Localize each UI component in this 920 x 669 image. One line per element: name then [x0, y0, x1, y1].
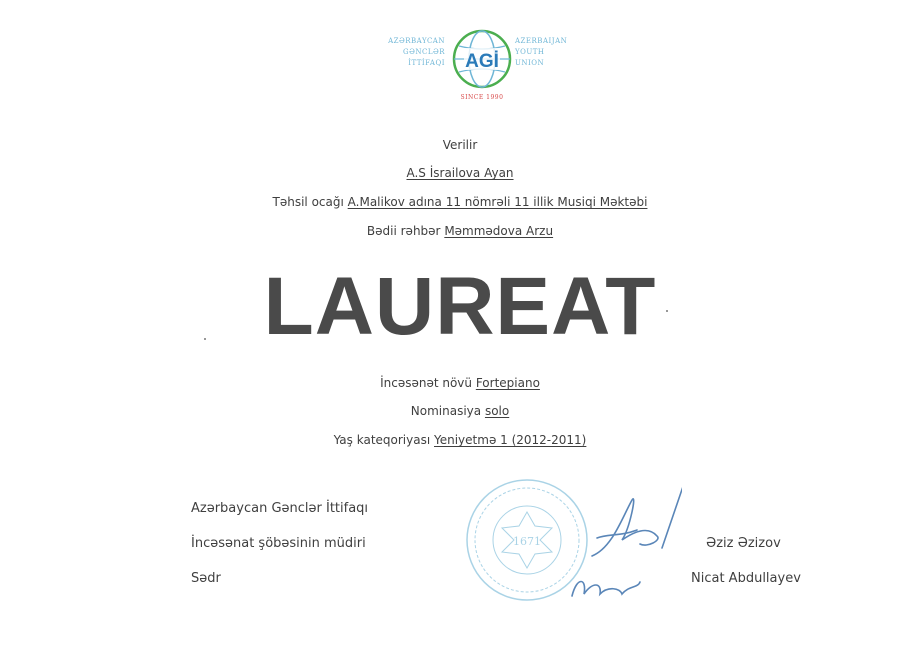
org-name: Azərbaycan Gənclər İttifaqı — [191, 501, 369, 516]
scan-speck — [666, 310, 668, 312]
chair-title: Sədr — [191, 571, 221, 586]
logo-since: SINCE 1990 — [460, 94, 504, 101]
school-value: A.Malikov adına 11 nömrəli 11 illik Musiqi Məktəbi — [347, 195, 648, 209]
logo-left-line: AZƏRBAYCAN — [388, 37, 445, 45]
logo-left-line: İTTİFAQI — [408, 59, 445, 67]
agi-logo — [365, 28, 595, 110]
issued-label: Verilir — [442, 138, 478, 152]
logo-emblem-text: AGİ — [465, 51, 499, 72]
teacher-line — [0, 224, 920, 238]
nomination-label: Nominasiya — [410, 404, 482, 418]
nomination-value: solo — [484, 404, 510, 418]
logo-left-text — [365, 36, 445, 69]
logo-left-line: GƏNCLƏR — [403, 48, 445, 56]
dept-title: İncəsənat şöbəsinin müdiri — [191, 536, 366, 551]
age-line — [0, 433, 920, 447]
dept-signer: Əziz Əzizov — [706, 536, 781, 551]
school-line — [0, 195, 920, 209]
logo-right-line: UNION — [515, 59, 545, 67]
school-label: Təhsil ocağı — [272, 195, 344, 209]
chair-signer: Nicat Abdullayev — [691, 571, 801, 586]
signature-scribble-icon — [572, 478, 682, 596]
round-stamp-icon — [467, 480, 587, 600]
art-line — [0, 376, 920, 390]
art-value: Fortepiano — [475, 376, 540, 390]
recipient-line — [0, 166, 920, 180]
scan-speck — [204, 338, 206, 340]
recipient-name: A.S İsrailova Ayan — [406, 166, 514, 180]
age-label: Yaş kateqoriyası — [333, 433, 431, 447]
teacher-value: Məmmədova Arzu — [444, 224, 554, 238]
logo-right-line: YOUTH — [515, 48, 545, 56]
nomination-line — [0, 404, 920, 418]
award-title: LAUREAT — [263, 261, 657, 352]
globe-emblem-icon — [451, 28, 513, 90]
age-value: Yeniyetmə 1 (2012-2011) — [434, 433, 587, 447]
art-label: İncəsənət növü — [380, 376, 472, 390]
logo-right-line: AZERBAIJAN — [515, 37, 568, 45]
logo-right-text — [515, 36, 595, 69]
svg-text:1671: 1671 — [513, 535, 541, 548]
stamp-and-signatures — [462, 478, 682, 608]
teacher-label: Bədii rəhbər — [366, 224, 441, 238]
